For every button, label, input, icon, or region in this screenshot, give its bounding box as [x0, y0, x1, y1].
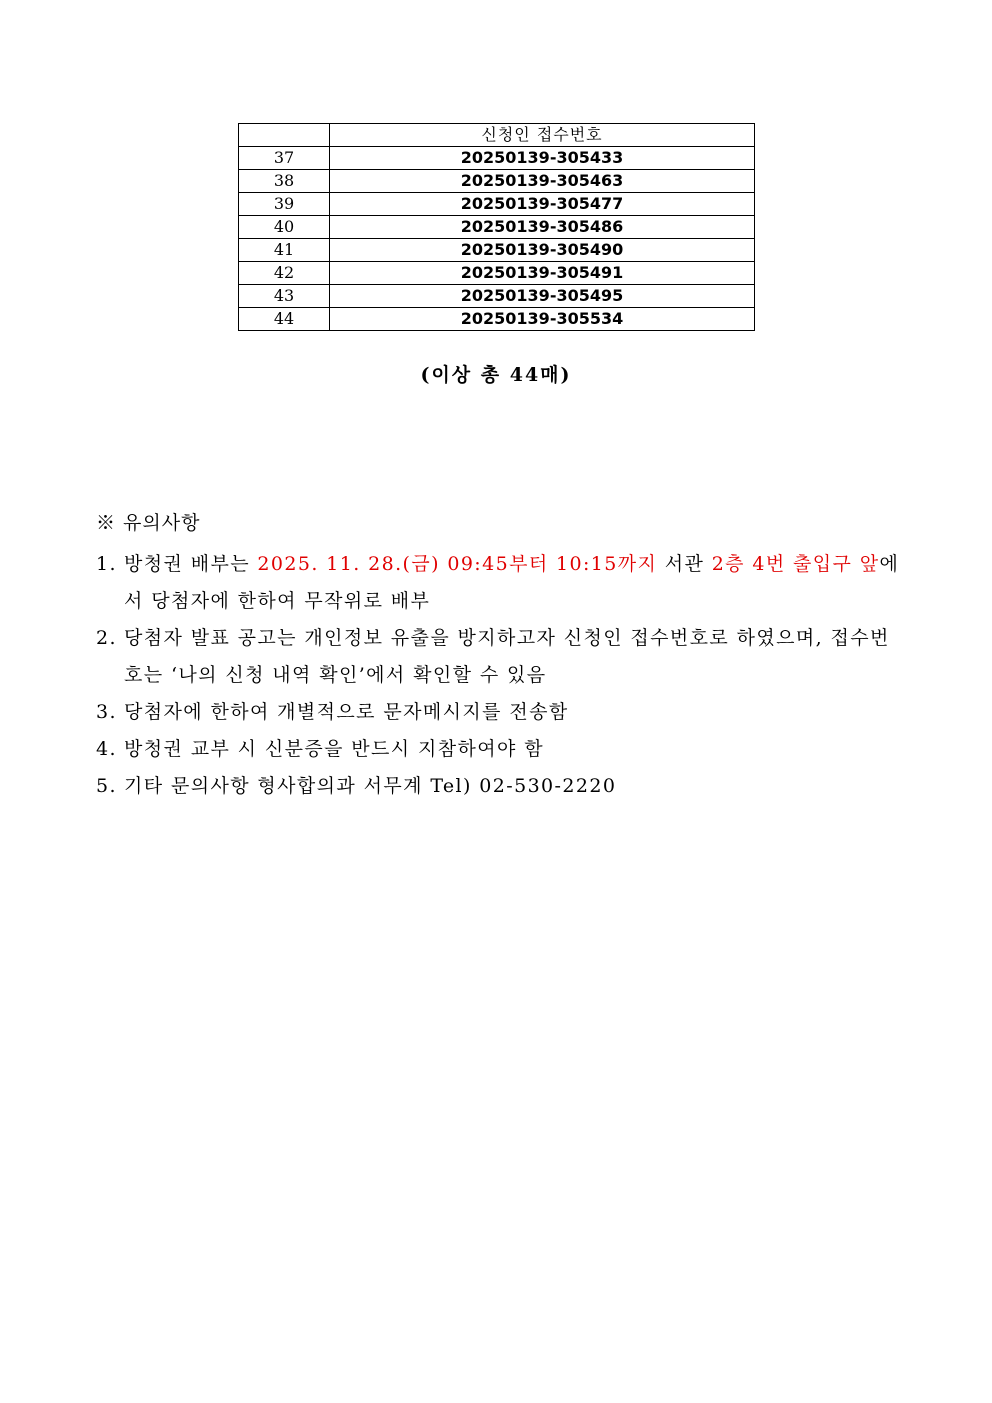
receipt-number: 20250139-305486 — [330, 216, 755, 239]
notes-title: ※ 유의사항 — [96, 512, 201, 534]
receipt-number: 20250139-305433 — [330, 147, 755, 170]
notes-section — [96, 505, 906, 805]
receipt-number: 20250139-305477 — [330, 193, 755, 216]
note-text: 기타 문의사항 형사합의과 서무계 Tel) 02-530-2220 — [124, 775, 617, 797]
row-number: 38 — [239, 170, 330, 193]
note-item-4 — [96, 731, 906, 768]
total-count: (이상 총 44매) — [420, 364, 572, 386]
note-item-5 — [96, 768, 906, 805]
note-item-2 — [96, 620, 906, 694]
table-row — [239, 262, 755, 285]
row-number: 40 — [239, 216, 330, 239]
note-text: 방청권 교부 시 신분증을 반드시 지참하여야 함 — [124, 738, 544, 760]
header-cell-receipt: 신청인 접수번호 — [330, 124, 755, 147]
note-number: 5. — [96, 775, 117, 797]
table-row — [239, 285, 755, 308]
receipt-table — [238, 123, 755, 331]
row-number: 43 — [239, 285, 330, 308]
row-number: 41 — [239, 239, 330, 262]
note-item-3 — [96, 694, 906, 731]
receipt-number: 20250139-305534 — [330, 308, 755, 331]
note-item-1 — [96, 546, 906, 620]
note-text-part: 방청권 배부는 — [124, 553, 258, 575]
note-text-part: 서관 — [657, 553, 712, 575]
note-text — [124, 546, 906, 620]
distribution-time: 2025. 11. 28.(금) 09:45부터 10:15까지 — [257, 553, 658, 575]
note-text: 당첨자에 한하여 개별적으로 문자메시지를 전송함 — [124, 701, 569, 723]
table-row — [239, 239, 755, 262]
table-row — [239, 308, 755, 331]
note-number: 2. — [96, 627, 117, 649]
receipt-number: 20250139-305490 — [330, 239, 755, 262]
table-row — [239, 170, 755, 193]
note-text: 당첨자 발표 공고는 개인정보 유출을 방지하고자 신청인 접수번호로 하였으며, 접수번호는 ‘나의 신청 내역 확인’에서 확인할 수 있음 — [124, 627, 890, 686]
note-number: 3. — [96, 701, 117, 723]
row-number: 42 — [239, 262, 330, 285]
note-number: 4. — [96, 738, 117, 760]
row-number: 44 — [239, 308, 330, 331]
receipt-number: 20250139-305463 — [330, 170, 755, 193]
row-number: 39 — [239, 193, 330, 216]
row-number: 37 — [239, 147, 330, 170]
receipt-number: 20250139-305491 — [330, 262, 755, 285]
note-text-part: 에서 당첨자에 한하여 무작위로 배부 — [124, 553, 900, 612]
table-row — [239, 193, 755, 216]
note-number: 1. — [96, 553, 117, 575]
table-header-row — [239, 124, 755, 147]
header-cell-number — [239, 124, 330, 147]
distribution-location: 2층 4번 출입구 앞 — [711, 553, 880, 575]
receipt-number: 20250139-305495 — [330, 285, 755, 308]
table-row — [239, 147, 755, 170]
table-row — [239, 216, 755, 239]
